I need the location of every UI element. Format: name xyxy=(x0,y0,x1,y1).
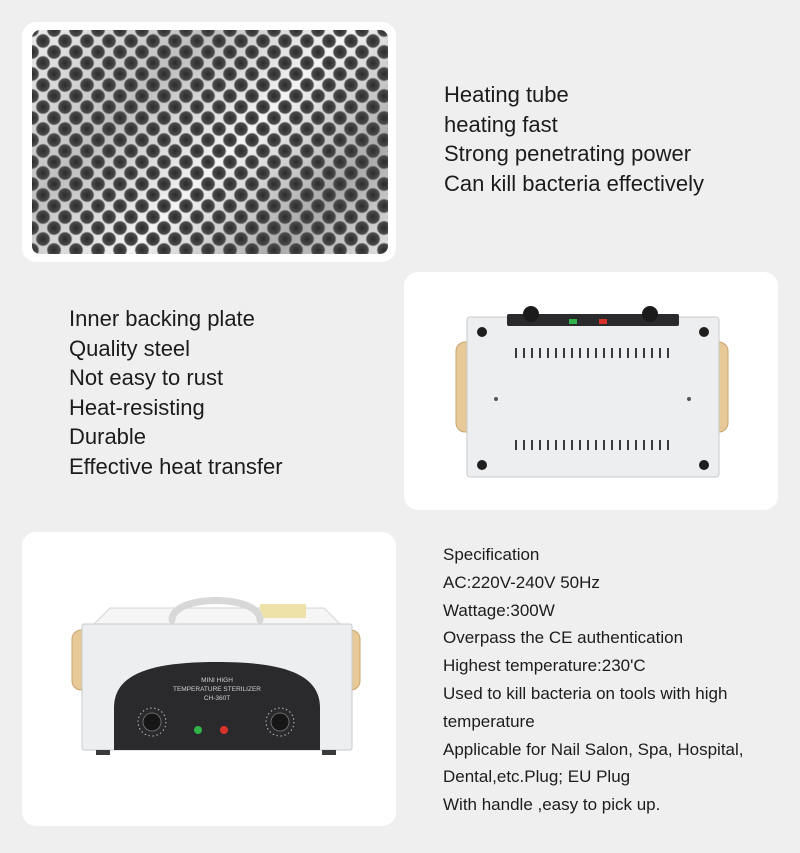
indicator-green xyxy=(194,726,202,734)
spec-line: Used to kill bacteria on tools with high xyxy=(443,683,728,703)
lid-label-sticker xyxy=(260,604,306,618)
device-model: CH-360T xyxy=(203,695,231,702)
device-front-image xyxy=(22,532,396,826)
device-back-image xyxy=(404,272,778,510)
timer-knob xyxy=(143,713,161,731)
plate-line: Effective heat transfer xyxy=(69,453,283,479)
device-body xyxy=(467,317,719,477)
spec-heading: Specification xyxy=(443,545,540,564)
spec-line: Overpass the CE authentication xyxy=(443,628,684,648)
indicator-red xyxy=(599,319,607,324)
temperature-knob xyxy=(271,713,289,731)
plate-line: Heat-resisting xyxy=(69,394,205,420)
foot xyxy=(699,327,709,337)
foot xyxy=(96,750,110,755)
screw xyxy=(687,397,691,401)
heating-line: Strong penetrating power xyxy=(444,141,692,166)
foot xyxy=(699,460,709,470)
foot xyxy=(477,327,487,337)
perforated-steel-plate xyxy=(32,30,388,254)
heating-description xyxy=(444,80,704,198)
indicator-green xyxy=(569,319,577,324)
control-panel xyxy=(114,662,320,750)
perforated-plate-image xyxy=(22,22,396,262)
spec-line: With handle ,easy to pick up. xyxy=(443,795,661,815)
plate-line: Quality steel xyxy=(69,335,191,361)
backing-plate-description xyxy=(69,304,283,481)
spec-line: Highest temperature:230'C xyxy=(443,656,646,676)
plate-line: Not easy to rust xyxy=(69,365,224,390)
device-label-line2: TEMPERATURE STERILIZER xyxy=(172,686,262,693)
device-back-illustration xyxy=(404,272,778,510)
heating-line: Can kill bacteria effectively xyxy=(444,170,705,196)
foot xyxy=(322,750,336,755)
plate-line: Durable xyxy=(69,424,147,449)
specification-list xyxy=(443,541,744,819)
spec-line: AC:220V-240V 50Hz xyxy=(443,572,600,592)
knob-left xyxy=(523,306,539,322)
spec-line: temperature xyxy=(443,711,535,731)
spec-line: Dental,etc.Plug; EU Plug xyxy=(443,767,631,787)
spec-line: Applicable for Nail Salon, Spa, Hospital, xyxy=(443,739,744,759)
indicator-red xyxy=(220,726,228,734)
heating-line: Heating tube xyxy=(444,82,569,107)
heating-line: heating fast xyxy=(444,111,558,137)
spec-line: Wattage:300W xyxy=(443,600,555,620)
plate-line: Inner backing plate xyxy=(69,306,255,331)
screw xyxy=(494,397,498,401)
knob-right xyxy=(642,306,658,322)
device-front-illustration xyxy=(22,532,396,826)
foot xyxy=(477,460,487,470)
device-label-line1: MINI HIGH xyxy=(201,677,233,684)
